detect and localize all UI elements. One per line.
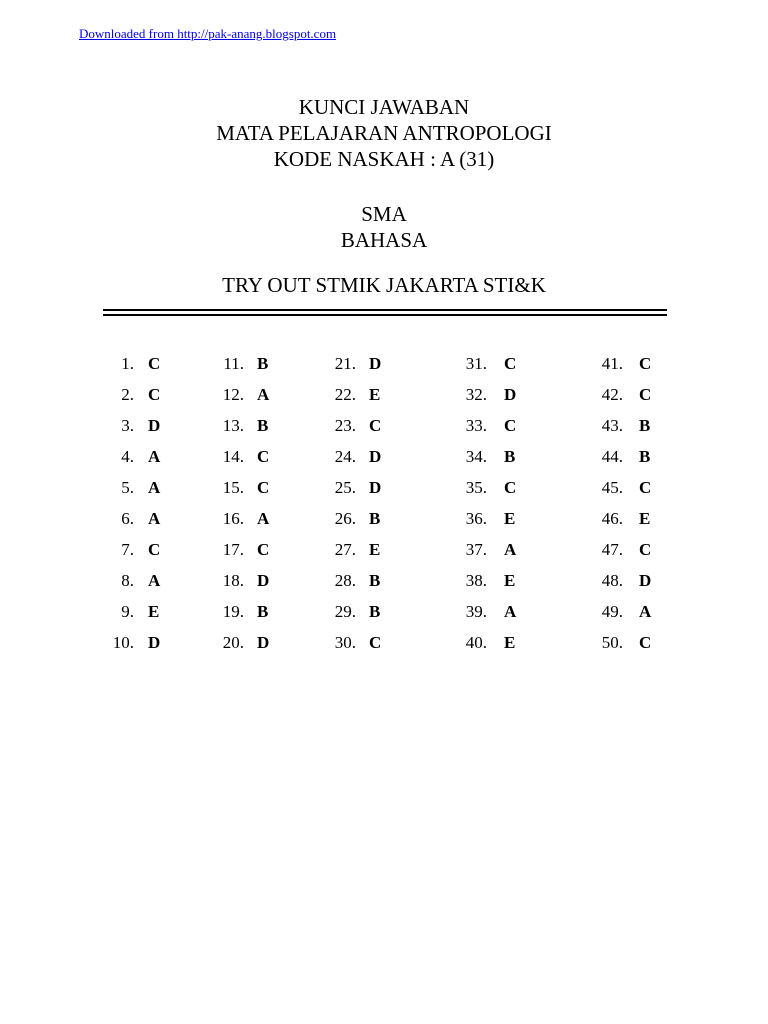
answer-letter: C [639, 478, 652, 497]
answer-letter: B [369, 571, 381, 590]
divider-line-top [103, 309, 667, 311]
title-line-answer-key: KUNCI JAWABAN [298, 95, 470, 119]
question-number: 11. [223, 354, 244, 373]
question-number: 23. [334, 416, 356, 435]
level-line-school: SMA [361, 202, 407, 226]
question-number: 35. [465, 478, 487, 497]
question-number: 33. [465, 416, 487, 435]
question-number: 50. [601, 633, 623, 652]
answer-letter: C [257, 447, 270, 466]
question-number: 49. [601, 602, 623, 621]
question-number: 31. [465, 354, 487, 373]
answer-letter: C [639, 354, 652, 373]
school-level [0, 201, 768, 253]
answer-letter: B [369, 509, 381, 528]
answer-letter: E [148, 602, 160, 621]
question-number: 37. [465, 540, 487, 559]
answer-grid [0, 348, 768, 658]
answer-letter: C [369, 633, 382, 652]
question-number: 2. [121, 385, 134, 404]
question-number: 26. [334, 509, 356, 528]
answer-letter: B [369, 602, 381, 621]
question-number: 44. [601, 447, 623, 466]
question-number: 45. [601, 478, 623, 497]
document-title [0, 94, 768, 172]
question-number: 5. [121, 478, 134, 497]
answer-letter: A [148, 447, 161, 466]
question-number: 9. [121, 602, 134, 621]
answer-letter: A [148, 571, 161, 590]
question-number: 25. [334, 478, 356, 497]
question-number: 7. [121, 540, 134, 559]
answer-letter: A [639, 602, 652, 621]
answer-letter: B [257, 602, 269, 621]
question-number: 47. [601, 540, 623, 559]
answer-letter: D [369, 354, 382, 373]
answer-letter: C [639, 540, 652, 559]
answer-letter: D [369, 447, 382, 466]
question-number: 28. [334, 571, 356, 590]
title-line-subject: MATA PELAJARAN ANTROPOLOGI [216, 121, 552, 145]
question-number: 48. [601, 571, 623, 590]
answer-letter: B [639, 416, 651, 435]
question-number: 41. [601, 354, 623, 373]
answer-letter: E [504, 509, 516, 528]
event-title [0, 272, 768, 298]
question-number: 27. [334, 540, 356, 559]
answer-letter: D [257, 571, 270, 590]
answer-letter: C [257, 478, 270, 497]
question-number: 17. [222, 540, 244, 559]
answer-letter: B [257, 354, 269, 373]
question-number: 19. [222, 602, 244, 621]
answer-letter: C [257, 540, 270, 559]
question-number: 10. [112, 633, 134, 652]
answer-letter: C [369, 416, 382, 435]
question-number: 14. [222, 447, 244, 466]
event-name: TRY OUT STMIK JAKARTA STI&K [222, 273, 546, 297]
question-number: 36. [465, 509, 487, 528]
answer-letter: E [369, 540, 381, 559]
answer-letter: A [504, 602, 517, 621]
question-number: 34. [465, 447, 487, 466]
question-number: 13. [222, 416, 244, 435]
answer-letter: A [148, 478, 161, 497]
question-number: 29. [334, 602, 356, 621]
answer-letter: C [504, 478, 517, 497]
answer-letter: D [148, 633, 161, 652]
answer-letter: C [148, 540, 161, 559]
answer-letter: D [369, 478, 382, 497]
answer-letter: A [504, 540, 517, 559]
question-number: 16. [222, 509, 244, 528]
answer-letter: C [148, 385, 161, 404]
question-number: 32. [465, 385, 487, 404]
question-number: 15. [222, 478, 244, 497]
answer-letter: E [639, 509, 651, 528]
answer-letter: C [639, 385, 652, 404]
question-number: 6. [121, 509, 134, 528]
answer-letter: C [504, 416, 517, 435]
question-number: 21. [334, 354, 356, 373]
answer-letter: A [148, 509, 161, 528]
question-number: 18. [222, 571, 244, 590]
question-number: 20. [222, 633, 244, 652]
question-number: 4. [121, 447, 134, 466]
answer-letter: D [639, 571, 652, 590]
question-number: 43. [601, 416, 623, 435]
question-number: 38. [465, 571, 487, 590]
answer-letter: D [148, 416, 161, 435]
source-link[interactable]: Downloaded from http://pak-anang.blogspot.com [79, 26, 337, 41]
answer-letter: E [369, 385, 381, 404]
divider-line-bottom [103, 314, 667, 316]
answer-letter: C [639, 633, 652, 652]
answer-letter: C [504, 354, 517, 373]
answer-letter: A [257, 385, 270, 404]
answer-letter: B [257, 416, 269, 435]
answer-letter: E [504, 571, 516, 590]
question-number: 24. [334, 447, 356, 466]
question-number: 39. [465, 602, 487, 621]
answer-letter: A [257, 509, 270, 528]
question-number: 22. [334, 385, 356, 404]
question-number: 42. [601, 385, 623, 404]
question-number: 8. [121, 571, 134, 590]
question-number: 40. [465, 633, 487, 652]
title-line-paper-code: KODE NASKAH : A (31) [273, 147, 495, 171]
question-number: 46. [601, 509, 623, 528]
answer-letter: E [504, 633, 516, 652]
answer-letter: D [504, 385, 517, 404]
question-number: 1. [121, 354, 134, 373]
question-number: 30. [334, 633, 356, 652]
answer-letter: B [639, 447, 651, 466]
answer-letter: B [504, 447, 516, 466]
level-line-program: BAHASA [340, 228, 428, 252]
answer-letter: C [148, 354, 161, 373]
answer-letter: D [257, 633, 270, 652]
question-number: 12. [222, 385, 244, 404]
question-number: 3. [121, 416, 134, 435]
